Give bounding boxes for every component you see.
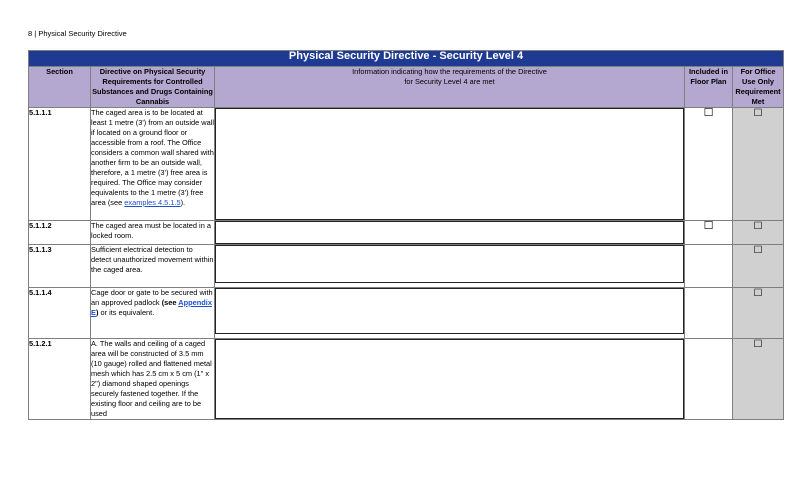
information-cell (215, 245, 685, 288)
examples-link[interactable]: examples 4.5.1.5 (124, 198, 181, 207)
table-row (29, 288, 784, 339)
floor-plan-cell (685, 245, 733, 288)
information-cell (215, 288, 685, 339)
information-cell (215, 221, 685, 245)
table-title: Physical Security Directive - Security Level 4 (29, 51, 784, 67)
floor-plan-checkbox[interactable]: ☐ (685, 108, 733, 221)
header-office-use: For Office Use Only Requirement Met (733, 67, 784, 108)
page-number: 8 (28, 29, 33, 38)
directive-text: Cage door or gate to be secured with an approved padlock (see Appendix E) or its equivalent. (91, 288, 215, 339)
floor-plan-cell (685, 288, 733, 339)
information-input[interactable] (215, 221, 684, 244)
directive-text: A. The walls and ceiling of a caged area will be constructed of 3.5 mm (10 gauge) rolled and flattened metal mesh which has 2.5 cm x 5 cm (1" x 2") diamond shaped openings securely fastened together. If the existing floor and ceiling are to be used (91, 339, 215, 420)
information-input[interactable] (215, 288, 684, 334)
table-row (29, 221, 784, 245)
section-number: 5.1.1.4 (29, 288, 91, 339)
page-header (28, 29, 127, 38)
requirement-met-checkbox[interactable]: ☐ (733, 245, 784, 288)
document-title: Physical Security Directive (38, 29, 127, 38)
requirement-met-checkbox[interactable]: ☐ (733, 108, 784, 221)
security-directive-table (28, 50, 784, 420)
information-input[interactable] (215, 245, 684, 283)
floor-plan-checkbox[interactable]: ☐ (685, 221, 733, 245)
information-cell (215, 339, 685, 420)
floor-plan-cell (685, 339, 733, 420)
header-included-floor-plan: Included in Floor Plan (685, 67, 733, 108)
section-number: 5.1.1.3 (29, 245, 91, 288)
directive-text: The caged area is to be located at least 1 metre (3') from an outside wall if located on a ground floor or accessible from a roof. The Office considers a common wall shared with another firm to be an outside wall, therefore, a 1 metre (3') free area is required. The Office may consider equivalents to the 1 metre (3') free area (see examples 4.5.1.5). (91, 108, 215, 221)
section-number: 5.1.2.1 (29, 339, 91, 420)
table-row (29, 245, 784, 288)
section-number: 5.1.1.1 (29, 108, 91, 221)
header-information: Information indicating how the requirements of the Directive for Security Level 4 are met (215, 67, 685, 108)
information-cell (215, 108, 685, 221)
appendix-e-link[interactable]: Appendix E (91, 298, 212, 317)
requirement-met-checkbox[interactable]: ☐ (733, 339, 784, 420)
requirement-met-checkbox[interactable]: ☐ (733, 221, 784, 245)
information-input[interactable] (215, 108, 684, 220)
information-input[interactable] (215, 339, 684, 419)
header-directive: Directive on Physical Security Requirements for Controlled Substances and Drugs Containing Cannabis (92, 67, 213, 106)
section-number: 5.1.1.2 (29, 221, 91, 245)
requirement-met-checkbox[interactable]: ☐ (733, 288, 784, 339)
directive-text: The caged area must be located in a locked room. (91, 221, 215, 245)
directive-text: Sufficient electrical detection to detect unauthorized movement within the caged area. (91, 245, 215, 288)
table-row (29, 339, 784, 420)
header-separator: | (34, 29, 37, 38)
table-row (29, 108, 784, 221)
header-section: Section (29, 67, 91, 108)
